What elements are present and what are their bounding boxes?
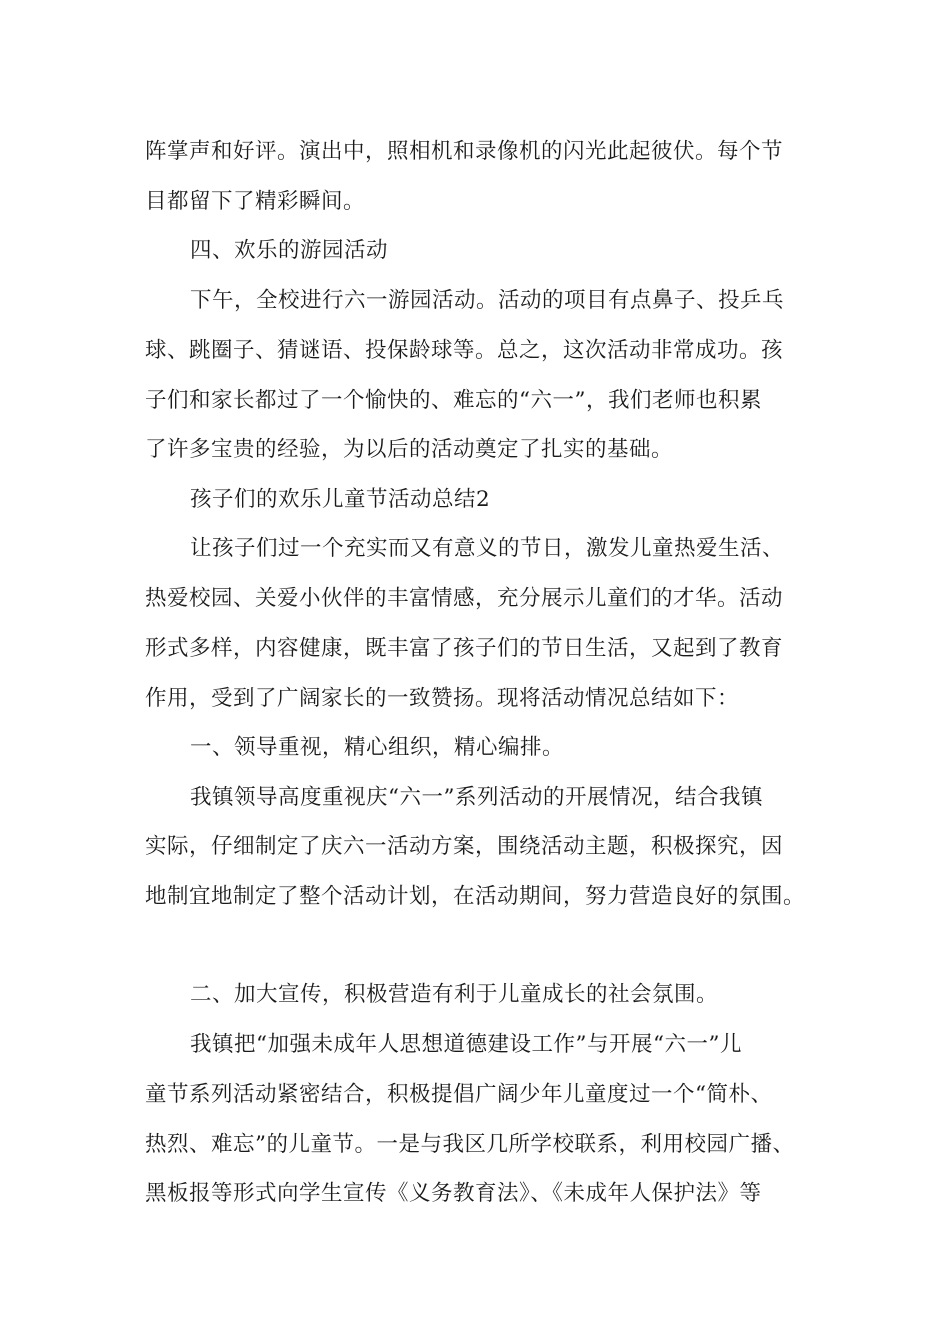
section-heading: 一、领导重视，精心组织，精心编排。	[190, 735, 565, 760]
body-line: 让孩子们过一个充实而又有意义的节日，激发儿童热爱生活、	[190, 536, 785, 561]
body-line: 热爱校园、关爱小伙伴的丰富情感，充分展示儿童们的才华。活动	[145, 586, 784, 611]
body-line: 了许多宝贵的经验，为以后的活动奠定了扎实的基础。	[145, 437, 674, 462]
section-heading: 四、欢乐的游园活动	[190, 238, 389, 263]
body-line: 地制宜地制定了整个活动计划，在活动期间，努力营造良好的氛围。	[145, 884, 806, 909]
body-line: 童节系列活动紧密结合，积极提倡广阔少年儿童度过一个“简朴、	[145, 1082, 773, 1107]
body-line: 实际，仔细制定了庆六一活动方案，围绕活动主题，积极探究，因	[145, 834, 784, 859]
body-line: 作用，受到了广阔家长的一致赞扬。现将活动情况总结如下：	[145, 686, 740, 711]
body-line: 阵掌声和好评。演出中，照相机和录像机的闪光此起彼伏。每个节	[145, 139, 784, 164]
section-heading: 二、加大宣传，积极营造有利于儿童成长的社会氛围。	[190, 982, 719, 1007]
body-line: 我镇领导高度重视庆“六一”系列活动的开展情况，结合我镇	[190, 785, 763, 810]
body-line: 球、跳圈子、猜谜语、投保龄球等。总之，这次活动非常成功。孩	[145, 338, 784, 363]
body-line: 我镇把“加强未成年人思想道德建设工作”与开展“六一”儿	[190, 1032, 742, 1057]
body-line: 下午，全校进行六一游园活动。活动的项目有点鼻子、投乒乓	[190, 288, 785, 313]
body-line: 子们和家长都过了一个愉快的、难忘的“六一”，我们老师也积累	[145, 388, 762, 413]
body-line: 目都留下了精彩瞬间。	[145, 189, 366, 214]
body-line: 黑板报等形式向学生宣传《义务教育法》、《未成年人保护法》等	[145, 1181, 762, 1206]
article-title: 孩子们的欢乐儿童节活动总结2	[190, 487, 491, 512]
body-line: 热烈、难忘”的儿童节。一是与我区几所学校联系，利用校园广播、	[145, 1132, 795, 1157]
body-line: 形式多样，内容健康，既丰富了孩子们的节日生活，又起到了教育	[145, 636, 784, 661]
